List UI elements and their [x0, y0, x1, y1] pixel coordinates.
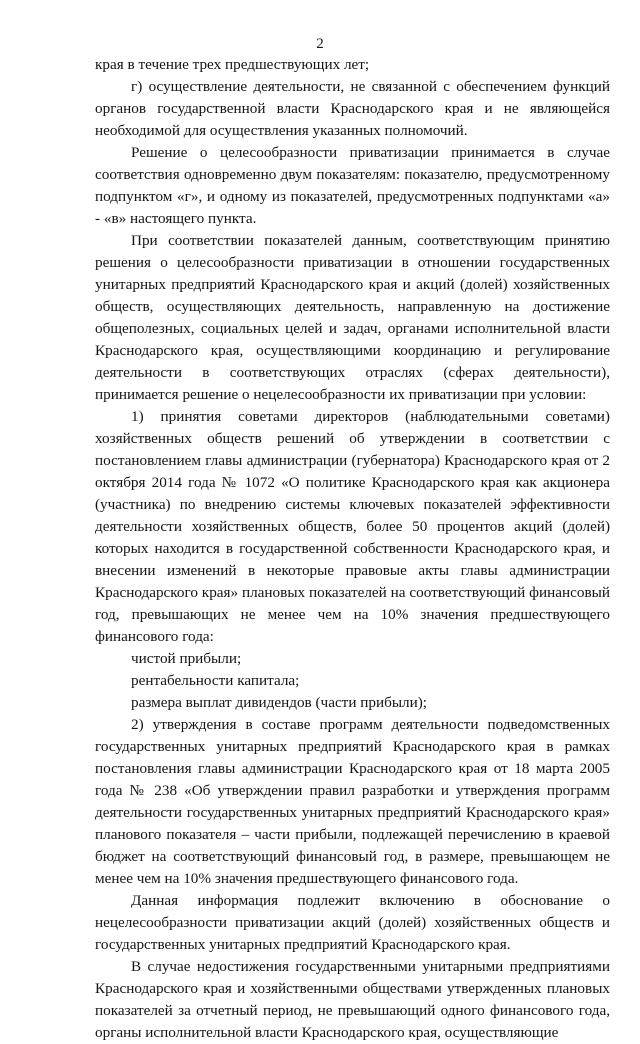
paragraph-continuation: края в течение трех предшествующих лет; [95, 56, 370, 73]
paragraph-decision-expediency: Решение о целесообразности приватизации принимается в случае соответствия одновременно двум показателям: показателю, предусмотренному подпунктом «г», и одному из показателей, предусмотренных подпунктами «а» - «в» настоящего пункта. [95, 144, 610, 227]
paragraph-non-achievement: В случае недостижения государственными унитарными предприятиями Краснодарского края и хозяйственными обществами утвержденных плановых показателей за отчетный период, не превышающий одного финансового года, органы исполнительной власти Краснодарского края, осуществляющие [95, 958, 610, 1041]
paragraph-correspondence-indicators: При соответствии показателей данным, соответствующим принятию решения о целесообразности приватизации в отношении государственных унитарных предприятий Краснодарского края и акций (долей) хозяйственных обществ, осуществляющих деятельность, направленную на достижение общеполезных, социальных целей и задач, органами исполнительной власти Краснодарского края, осуществляющими координацию и регулирование деятельности в соответствующих отраслях (сферах деятельности), принимается решение о нецелесообразности их приватизации при условии: [95, 232, 610, 403]
paragraph-condition-2: 2) утверждения в составе программ деятельности подведомственных государственных унитарных предприятий Краснодарского края в рамках постановления главы администрации Краснодарского края от 18 марта 2005 года № 238 «Об утверждении правил разработки и утверждения программ деятельности государственных унитарных предприятий Краснодарского края» планового показателя – части прибыли, подлежащей перечислению в краевой бюджет на соответствующий финансовый год, в размере, превышающем не менее чем на 10% значения предшествующего финансового года. [95, 716, 610, 887]
document-body [95, 54, 610, 1044]
paragraph-condition-1: 1) принятия советами директоров (наблюдательными советами) хозяйственных обществ решений об утверждении в соответствии с постановлением главы администрации (губернатора) Краснодарского края от 2 октября 2014 года № 1072 «О политике Краснодарского края как акционера (участника) по внедрению системы ключевых показателей эффективности деятельности хозяйственных обществ, более 50 процентов акций (долей) которых находится в государственной собственности Краснодарского края, и внесении изменений в некоторые правовые акты главы администрации Краснодарского края» плановых показателей на соответствующий финансовый год, превышающих не менее чем на 10% значения предшествующего финансового года: [95, 408, 610, 645]
list-item-return-on-capital: рентабельности капитала; [131, 672, 300, 689]
paragraph-information-inclusion: Данная информация подлежит включению в обоснование о нецелесообразности приватизации акций (долей) хозяйственных обществ и государственных унитарных предприятий Краснодарского края. [95, 892, 610, 953]
paragraph-item-g: г) осуществление деятельности, не связанной с обеспечением функций органов государственной власти Краснодарского края и не являющейся необходимой для осуществления указанных полномочий. [95, 78, 610, 139]
page-number: 2 [316, 36, 324, 52]
list-item-net-profit: чистой прибыли; [131, 650, 242, 667]
list-item-dividends: размера выплат дивидендов (части прибыли); [131, 694, 428, 711]
